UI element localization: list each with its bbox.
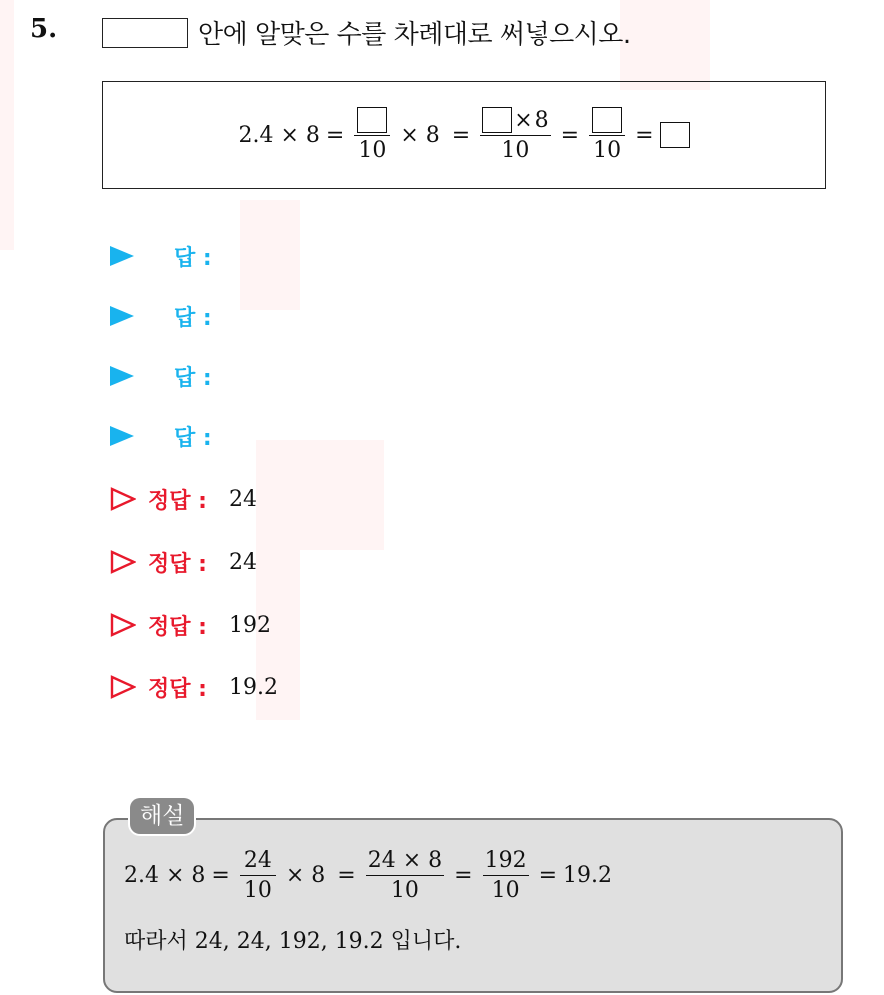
denominator: 10: [483, 875, 529, 903]
times-eight: × 8: [400, 122, 440, 148]
correct-value: 192: [228, 612, 271, 638]
numerator: 24: [243, 848, 272, 873]
solution-fraction-2: [366, 848, 444, 903]
correct-value: 24: [228, 549, 257, 575]
equals-sign: =: [454, 863, 473, 888]
times-sign: ×: [514, 108, 533, 133]
times-eight: × 8: [285, 863, 326, 888]
answer-blank-box: [102, 18, 188, 48]
correct-answer-row: [110, 480, 257, 518]
numerator: 192: [484, 848, 527, 873]
play-icon: [110, 306, 134, 326]
correct-value: 19.2: [228, 674, 278, 700]
denominator: 10: [366, 875, 444, 903]
solution-conclusion: 따라서 24, 24, 192, 19.2 입니다.: [124, 929, 462, 954]
triangle-outline-icon: [110, 675, 136, 699]
correct-value: 24: [228, 486, 257, 512]
correct-label: 정답 :: [148, 488, 207, 514]
correct-answer-row: [110, 606, 271, 644]
equation: [103, 82, 825, 188]
solution-result: 19.2: [563, 863, 612, 888]
triangle-outline-icon: [110, 550, 136, 574]
fraction-1: [354, 107, 390, 163]
play-icon: [110, 366, 134, 386]
play-icon: [110, 426, 134, 446]
denominator: 10: [240, 875, 276, 903]
solution-lhs: 2.4 × 8: [124, 863, 206, 888]
answer-row[interactable]: [110, 298, 212, 334]
solution-box: [103, 818, 843, 993]
equals-sign: =: [337, 863, 356, 888]
correct-answer-row: [110, 668, 278, 706]
blank-4[interactable]: [660, 122, 690, 148]
eight: 8: [534, 108, 549, 133]
fraction-2-denominator: 10: [480, 135, 550, 163]
correct-label: 정답 :: [148, 614, 207, 640]
equation-lhs: 2.4 × 8: [238, 122, 320, 148]
solution-fraction-3: [483, 848, 529, 903]
question-text: 안에 알맞은 수를 차례대로 써넣으시오.: [198, 20, 631, 50]
fraction-3: [589, 107, 625, 163]
equals-sign: =: [538, 863, 558, 888]
play-icon: [110, 246, 134, 266]
answer-label: 답 :: [174, 245, 212, 271]
answer-label: 답 :: [174, 425, 212, 451]
correct-answer-row: [110, 543, 257, 581]
equals-sign: =: [325, 122, 345, 148]
blank-2[interactable]: [482, 107, 512, 133]
equals-sign: =: [211, 863, 230, 888]
triangle-outline-icon: [110, 613, 136, 637]
solution-equation: [124, 848, 612, 903]
answer-row[interactable]: [110, 358, 212, 394]
equals-sign: =: [635, 122, 654, 148]
answer-row[interactable]: [110, 418, 212, 454]
solution-fraction-1: [240, 848, 276, 903]
numerator: 24 × 8: [367, 848, 443, 873]
correct-label: 정답 :: [148, 676, 207, 702]
blank-3[interactable]: [592, 107, 622, 133]
equals-sign: =: [560, 122, 580, 148]
correct-label: 정답 :: [148, 551, 207, 577]
fraction-1-denominator: 10: [354, 135, 390, 163]
fraction-2: [480, 107, 550, 163]
answer-label: 답 :: [174, 365, 212, 391]
answer-label: 답 :: [174, 305, 212, 331]
question-number: 5.: [30, 14, 58, 44]
equation-box: [102, 81, 826, 189]
blank-1[interactable]: [357, 107, 387, 133]
triangle-outline-icon: [110, 487, 136, 511]
solution-tag: 해설: [130, 798, 194, 834]
equals-sign: =: [451, 122, 471, 148]
fraction-3-denominator: 10: [589, 135, 625, 163]
answer-row[interactable]: [110, 238, 212, 274]
